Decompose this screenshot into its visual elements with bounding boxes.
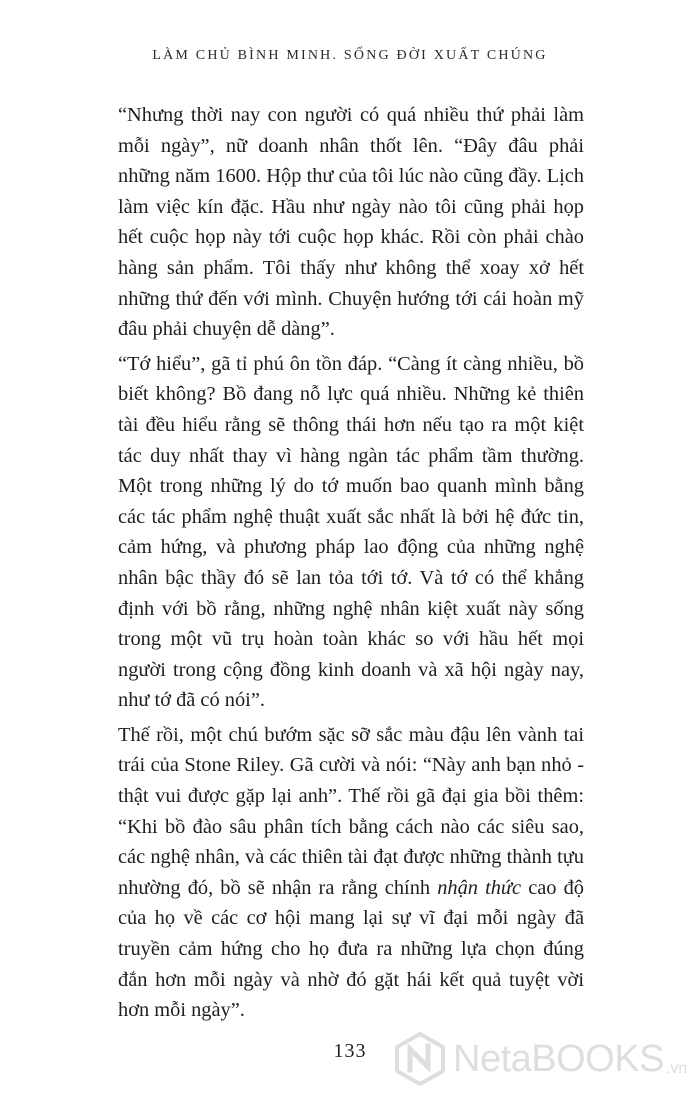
- watermark: [393, 1030, 687, 1088]
- paragraph: [118, 720, 584, 1026]
- page-number: 133: [333, 1040, 367, 1062]
- watermark-brand: NetaBOOKS: [453, 1037, 664, 1080]
- paragraph-text: Thế rồi, một chú bướm sặc sỡ sắc màu đậu lên vành tai trái của Stone Riley. Gã cười và nói: “Này anh bạn nhỏ - thật vui được gặp lại anh”. Thế rồi gã đại gia bồi thêm: “Khi bồ đào sâu phân tích bằng cách nào các siêu sao, các nghệ nhân, và các thiên tài đạt được những thành tựu nhường đó, bồ sẽ nhận ra rằng chính: [118, 723, 584, 899]
- emphasis-text: nhận thức: [437, 876, 522, 899]
- paragraph-text: “Tớ hiểu”, gã tỉ phú ôn tồn đáp. “Càng ít càng nhiều, bồ biết không? Bồ đang nỗ lực quá nhiều. Những kẻ thiên tài đều hiểu rằng sẽ thông thái hơn nếu tạo ra một kiệt tác duy nhất thay vì hàng ngàn tác phẩm tầm thường. Một trong những lý do tớ muốn bao quanh mình bằng các tác phẩm nghệ thuật xuất sắc nhất là bởi hệ đức tin, cảm hứng, và phương pháp lao động của những nghệ nhân bậc thầy đó sẽ lan tỏa tới tớ. Và tớ có thể khẳng định với bồ rằng, những nghệ nhân kiệt xuất này sống trong một vũ trụ hoàn toàn khác so với hầu hết mọi người trong cộng đồng kinh doanh và xã hội ngày nay, như tớ đã có nói”.: [118, 352, 584, 712]
- watermark-suffix: .vn: [665, 1060, 688, 1077]
- paragraph-text: cao độ của họ về các cơ hội mang lại sự vĩ đại mỗi ngày đã truyền cảm hứng cho họ đưa ra những lựa chọn đúng đắn hơn mỗi ngày và nhờ đó gặt hái kết quả tuyệt vời hơn mỗi ngày”.: [118, 876, 584, 1022]
- running-header: LÀM CHỦ BÌNH MINH. SỐNG ĐỜI XUẤT CHÚNG: [152, 48, 548, 63]
- paragraph: [118, 349, 584, 716]
- body-text: [118, 100, 584, 1030]
- paragraph-text: “Nhưng thời nay con người có quá nhiều thứ phải làm mỗi ngày”, nữ doanh nhân thốt lên. “Đây đâu phải những năm 1600. Hộp thư của tôi lúc nào cũng đầy. Lịch làm việc kín đặc. Hầu như ngày nào tôi cũng phải họp hết cuộc họp này tới cuộc họp khác. Rồi còn phải chào hàng sản phẩm. Tôi thấy như không thể xoay xở hết những thứ đến với mình. Chuyện hướng tới cái hoàn mỹ đâu phải chuyện dễ dàng”.: [118, 104, 584, 341]
- paragraph: [118, 100, 584, 345]
- neta-logo-icon: [393, 1032, 447, 1086]
